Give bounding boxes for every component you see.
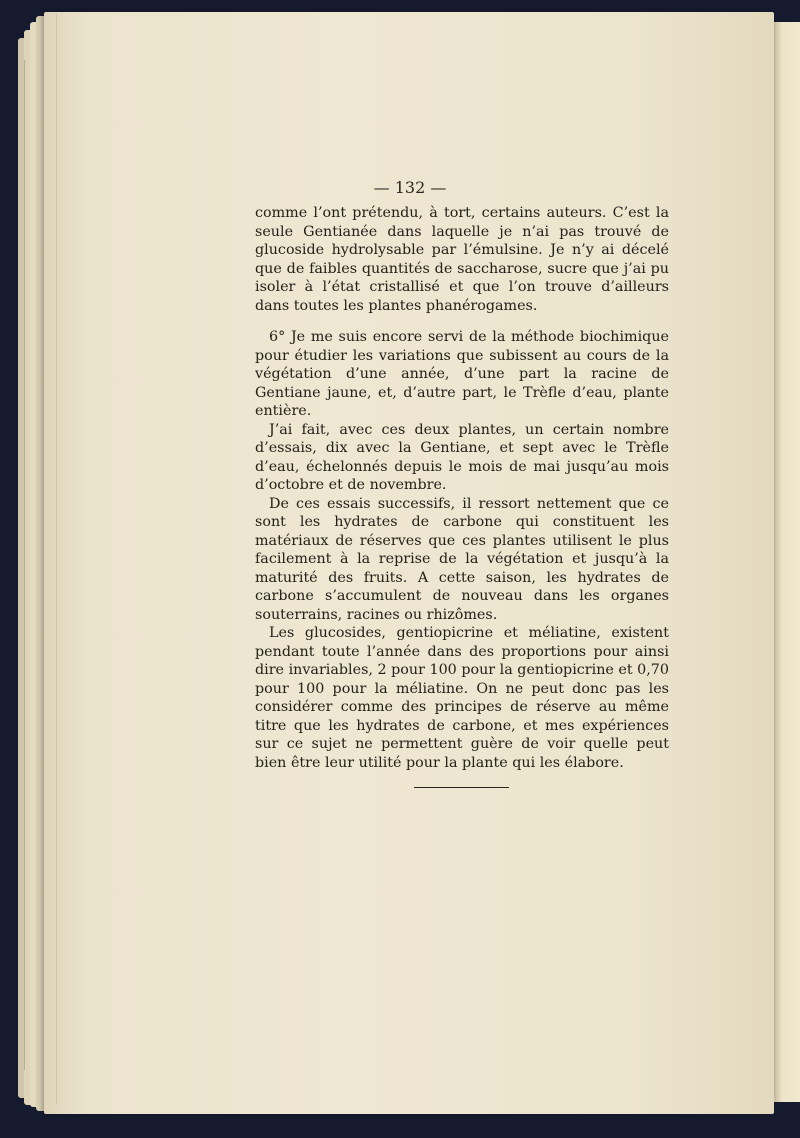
paragraph-glucosides: Les glucosides, gentiopicrine et méliatine, existent pendant toute l’année dans des proportions pour ainsi dire invariables, 2 pour 100 pour la gentiopicrine et 0,70 pour 100 pour la méliatine. On ne peut donc pas les considérer comme des principes de réserve au même titre que les hydrates de carbone, et mes expériences sur ce sujet ne permettent guère de voir quelle peut bien être leur utilité pour la plante qui les élabore. <box>255 625 669 771</box>
page-edge-line <box>24 60 25 1070</box>
paragraph-method: 6° Je me suis encore servi de la méthode biochimique pour étudier les variations que subissent au cours de la végétation d’une année, d’une part la racine de Gentiane jaune, et, d’autre part, le Trèfle d’eau, plante entière. <box>255 329 669 419</box>
section-end-rule <box>414 787 509 788</box>
body-text <box>255 204 669 772</box>
page-number: — 132 — <box>373 178 447 197</box>
facing-page-edge <box>772 22 800 1102</box>
paragraph-carbohydrates: De ces essais successifs, il ressort nettement que ce sont les hydrates de carbone qui constituent les matériaux de réserves que ces plantes utilisent le plus facilement à la reprise de la végétation et jusqu’à la maturité des fruits. A cette saison, les hydrates de carbone s’accumulent de nouveau dans les organes souterrains, racines ou rhizômes. <box>255 495 669 623</box>
paragraph-continuation: comme l’ont prétendu, à tort, certains auteurs. C’est la seule Gentianée dans laquelle je n’ai pas trouvé de glucoside hydrolysable par l’émulsine. Je n’y ai décelé que de faibles quantités de saccharose, sucre que j’ai pu isoler à l’état cristallisé et que l’on trouve d’ailleurs dans toutes les plantes phanérogames. <box>255 205 669 314</box>
paragraph-essays: J’ai fait, avec ces deux plantes, un certain nombre d’essais, dix avec la Gentiane, et sept avec le Trèfle d’eau, échelonnés depuis le mois de mai jusqu’au mois d’octobre et de novembre. <box>255 421 669 493</box>
page-fold-line <box>56 14 57 1104</box>
